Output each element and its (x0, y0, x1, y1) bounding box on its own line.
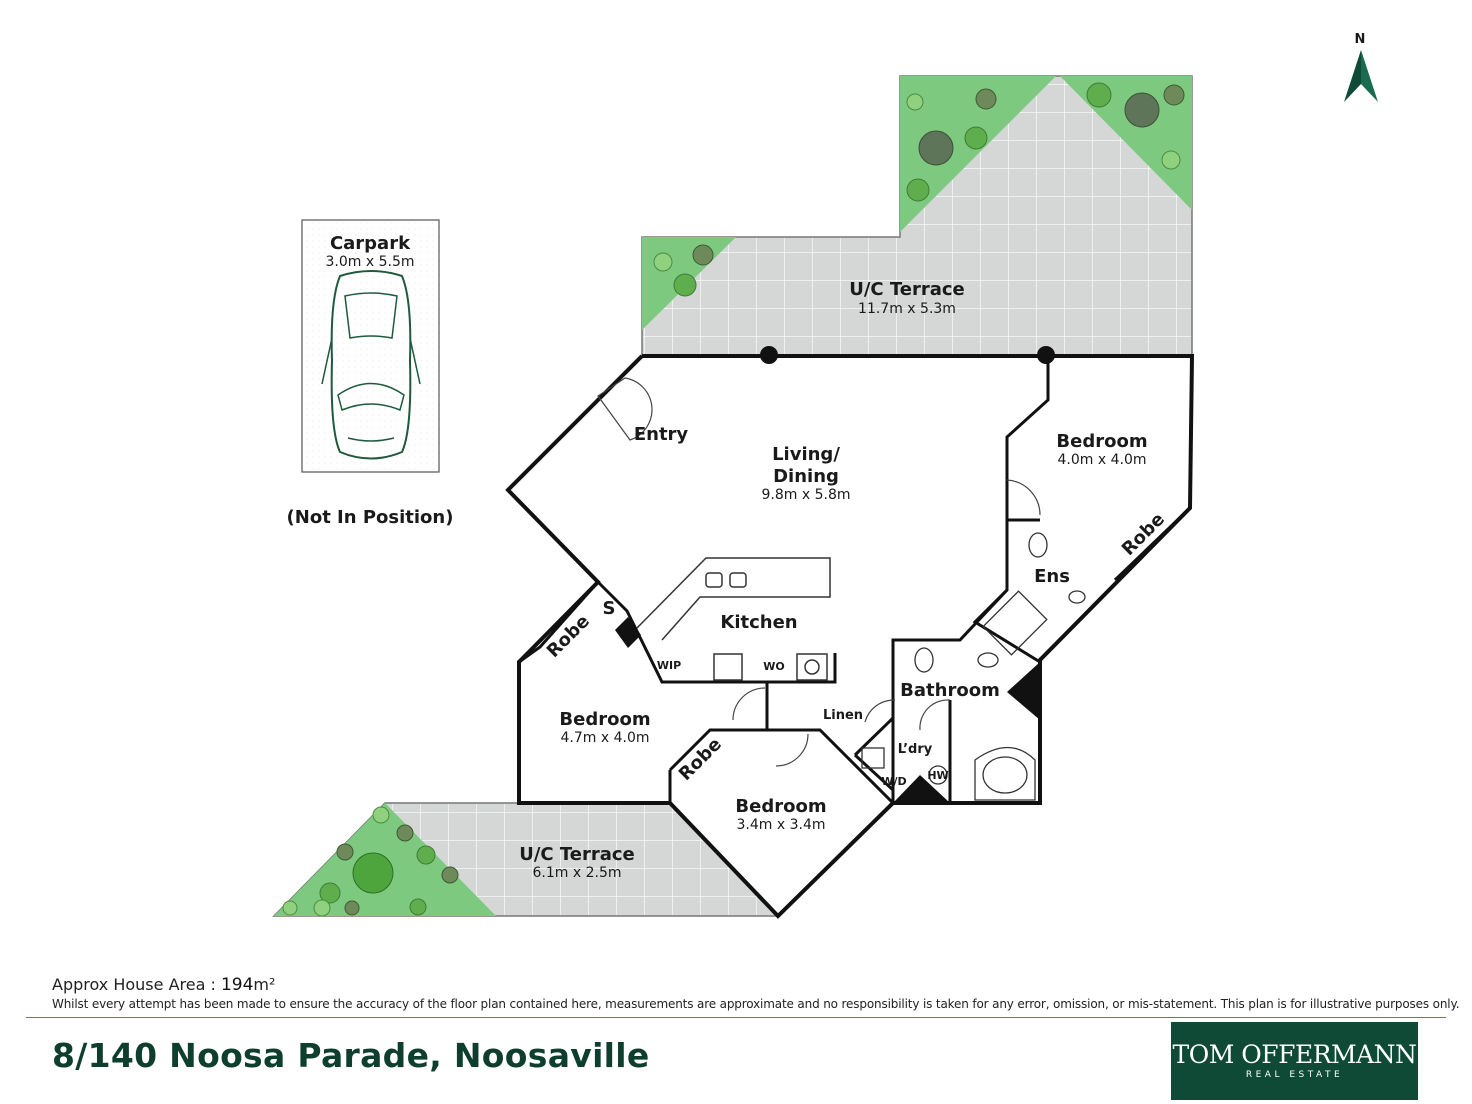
disclaimer: Whilst every attempt has been made to ensure the accuracy of the floor plan contained here, measurements are approximate and no responsibility is taken for any error, omission, or mis-statement. This plan is for illustrative purposes only. (52, 997, 1460, 1011)
washer-dryer-label: W/D (881, 775, 907, 788)
bedroom-s-dims: 3.4m x 3.4m (736, 817, 826, 833)
divider (26, 1017, 1446, 1018)
terrace-top-dims: 11.7m x 5.3m (858, 301, 956, 317)
terrace-bottom-label: U/C Terrace (519, 844, 635, 865)
brand-name: TOM OFFERMANN (1172, 1040, 1417, 1069)
storage-label: S (602, 598, 616, 619)
bedroom-ne-label: Bedroom (1056, 431, 1148, 452)
robe-s-label: Robe (674, 733, 726, 785)
entry-label: Entry (633, 424, 689, 445)
robe-w-label: Robe (542, 610, 594, 662)
north-arrow-icon (1344, 32, 1378, 102)
bedroom-ne-dims: 4.0m x 4.0m (1057, 452, 1147, 468)
bedroom-s-label: Bedroom (735, 796, 827, 817)
terrace-top-label: U/C Terrace (849, 279, 965, 300)
house-area (52, 975, 275, 995)
living-label-line2: Dining (773, 466, 839, 487)
brand-logo (1171, 1022, 1418, 1100)
wall-blocks (615, 346, 1055, 803)
carpark-dims: 3.0m x 5.5m (325, 254, 415, 270)
property-address: 8/140 Noosa Parade, Noosaville (52, 1036, 650, 1075)
kitchen-label: Kitchen (720, 612, 798, 633)
house-area-unit: m² (253, 975, 276, 994)
wip-label: WIP (656, 659, 682, 672)
living-dims: 9.8m x 5.8m (761, 487, 851, 503)
robe-ne-label: Robe (1117, 508, 1169, 560)
house-area-label: Approx House Area : (52, 975, 216, 994)
ens-label: Ens (1034, 566, 1070, 587)
house-area-value: 194 (220, 975, 254, 995)
bathroom-label: Bathroom (900, 680, 1000, 701)
carpark-note: (Not In Position) (286, 507, 454, 528)
terrace-bottom-dims: 6.1m x 2.5m (532, 865, 622, 881)
hot-water-label: HW (927, 769, 949, 782)
living-label-line1: Living/ (772, 444, 840, 465)
bedroom-w-label: Bedroom (559, 709, 651, 730)
north-label: N (1354, 32, 1366, 47)
brand-sub: REAL ESTATE (1245, 1070, 1344, 1080)
laundry-label: L’dry (897, 742, 933, 757)
linen-label: Linen (822, 708, 864, 723)
carpark-label: Carpark (329, 233, 411, 254)
bedroom-w-dims: 4.7m x 4.0m (560, 730, 650, 746)
wo-label: WO (763, 660, 785, 673)
